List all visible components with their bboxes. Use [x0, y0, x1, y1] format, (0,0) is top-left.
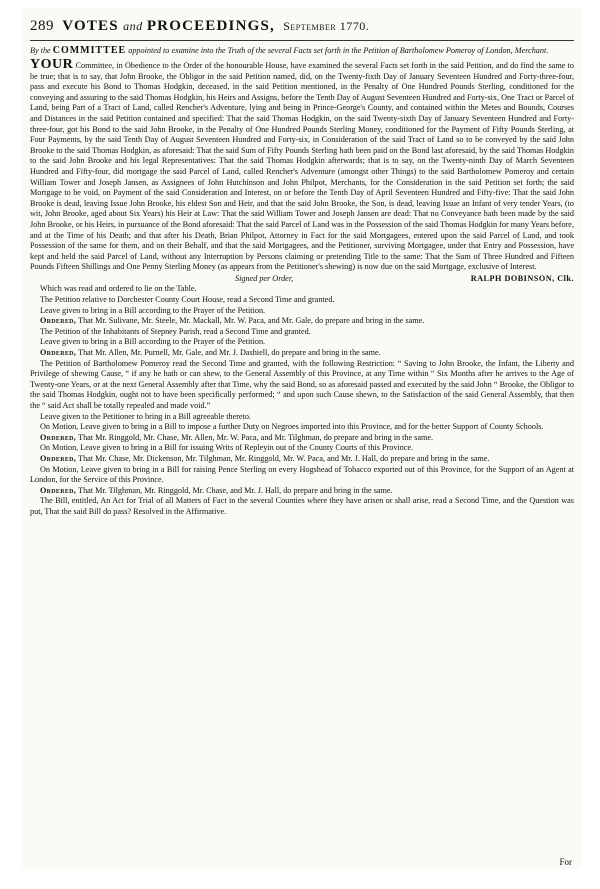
entry — [30, 412, 574, 423]
intro-rest: appointed to examine into the Truth of the several Facts set forth in the Petition of Bartholomew Pomeroy of London, Merchant. — [128, 46, 549, 55]
header-title-proceedings: PROCEEDINGS, — [146, 18, 275, 34]
entry-text: The Petition of Bartholomew Pomeroy read the Second Time and granted, with the following Restriction: “ Saving to John Brooke, the Infant, the Liberty and Privilege of shewing Cause, “ if any he hath or can shew, to the General Assembly of this Province, at any Time within “ Six Months after he arrives to the Age of Twenty-one Years, or at the next General Assembly after that Time, why the said Bond, so as aforesaid passed and executed by the said John “ Brooke, the Obligor to the said Thomas Hodgkin, ought not to have been specifically performed; “ and upon such Cause shewn, to the Satisfaction of the said General Assembly, that then the “ said Act shall be totally repealed and made void.” — [30, 358, 574, 410]
entry-text: Leave given to bring in a Bill according to the Prayer of the Petition. — [40, 337, 266, 347]
entry-text: Which was read and ordered to lie on the Table. — [40, 284, 197, 294]
entry — [30, 316, 574, 327]
entry-text: That Mr. Chase, Mr. Dickenson, Mr. Tilghman, Mr. Ringgold, Mr. W. Paca, and Mr. J. Hall, do prepare and bring in the same. — [78, 453, 490, 463]
entry-ordered: Ordered, — [40, 316, 77, 326]
intro-committee: COMMITTEE — [52, 45, 127, 56]
entry-text: That Mr. Sulivane, Mr. Steele, Mr. Mackall, Mr. W. Paca, and Mr. Gale, do prepare and bring in the same. — [78, 316, 425, 326]
entry-text: Leave given to the Petitioner to bring in a Bill agreeable thereto. — [40, 411, 251, 421]
entry-text: That Mr. Allen, Mr. Purnell, Mr. Gale, and Mr. J. Dashiell, do prepare and bring in the same. — [78, 348, 381, 358]
document-page — [22, 8, 582, 869]
signed-per-order: Signed per Order, — [235, 273, 294, 283]
report-text: Committee, in Obedience to the Order of the honourable House, have examined the several Facts set forth in the said Petition, and do find the same to be true; that is to say, that John Brooke, the Obligor in the said Petition named, did, on the Twenty-fixth Day of January Seventeen Hundred and Forty-three-four, pass and execute his Bond to Thomas Hodgkin, deceased, in the said Petition mentioned, in the Penalty of One Hundred Pounds Sterling, conditioned for the conveying and assuring to the said Thomas Hodgkin, his Heirs and Assigns, before the Tenth Day of August Seventeen Hundred and Forty-six, One Tract or Parcel of Land, being Part of a Tract of Land, called Rencher's Adventure, lying and being in Prince-George's County, and contained within the Metes and Bounds, Courses and Distances in the said Petition contained and specified: That the said Thomas Hodgkin, on the said Twenty-sixth Day of January Seventeen Hundred and Forty-three-four, got his Bond to the said John Brooke, in the Penalty of One Hundred Pounds Sterling Money, conditioned for the Payment of Fifty Pounds Sterling, at Four Payments, by the said Tenth Day of August Seventeen Hundred and Forty-six, in Consideration of the said Tract of Land so to be conveyed by the said John Brooke to the said Thomas Hodgkin, as aforesaid: That the said Sum of Fifty Pounds Sterling hath been paid on the Bond last aforesaid, by the said Thomas Hodgkin to the said John Brooke and his legal Representatives: That the said Thomas Hodgkin afterwards; that is to say, on the Twenty-ninth Day of March Seventeen Hundred and Fifty-four, did mortgage the said Parcel of Land, called Rencher's Adventure (amongst other Things) to the said Bartholomew Pomeroy and certain William Tower and Joseph Jansen, as Assignees of John Hutchinson and John Philpot, Merchants, for the Consideration in the said Petition set forth; the said Mortgage to be void, on Payment of the said Consideration and Interest, on or before the Tenth Day of April Seventeen Hundred and Fifty-five: That the said John Brooke is dead, leaving Issue John Brooke, his eldest Son and Heir, and that the said John Brooke, the Son, is dead, leaving Issue an Infant of very tender Years, (to wit, John Brooke, aged about Six Years) his Heir at Law: That the said William Tower and Joseph Jansen are dead: That no Conveyance hath been made by the said John Brooke, or his Heirs, in pursuance of the Bond aforesaid: That the said Parcel of Land was in the Possession of the said Thomas Hodgkin for many Years before, and at the Time of his Death; and that after his Death, Brian Philpot, Attorney in Fact for the said Mortgagees, entered upon the said Parcel of Land, and took Possession of the same for them, and on their Behalf, and that the said Mortgagees, and the Petitioner, surviving Mortgagee, under that Entry and Possession, have kept and held the said Parcel of Land, without any Interruption by Persons claiming or pretending Title to the same: That the Sum of Three Hundred and Fifteen Pounds Fifteen Shillings and One Penny Sterling Money (as appears from the Petitioner's shewing) is now due on the said Mortgage, exclusive of Interest. — [30, 61, 575, 272]
entry-text: On Motion, Leave given to bring in a Bill to impose a further Duty on Negroes imported into this Province, and for the better Support of County Schools. — [40, 422, 544, 432]
entry — [30, 359, 574, 412]
entry-text: That Mr. Ringgold, Mr. Chase, Mr. Allen, Mr. W. Paca, and Mr. Tilghman, do prepare and bring in the same. — [78, 432, 434, 442]
entry-ordered: Ordered, — [40, 348, 77, 358]
committee-intro — [30, 46, 574, 56]
entry-ordered: Ordered, — [40, 432, 77, 442]
entry — [30, 486, 574, 497]
entry — [30, 295, 574, 306]
entry-text: Leave given to bring in a Bill according to the Prayer of the Petition. — [40, 305, 266, 315]
entry — [30, 306, 574, 317]
catchword: For — [559, 857, 572, 867]
committee-report — [30, 57, 575, 273]
entry — [30, 496, 574, 517]
entry-text: The Petition relative to Dorchester County Court House, read a Second Time and granted. — [40, 295, 335, 305]
entry-text: That Mr. Tilghman, Mr. Ringgold, Mr. Chase, and Mr. J. Hall, do prepare and bring in the same. — [78, 485, 393, 495]
entries-list — [30, 284, 574, 517]
entry-text: The Bill, entitled, An Act for Trial of all Matters of Fact in the several Counties where they have arisen or shall arise, read a Second Time, and the Question was put, That the said Bill do pass? Resolved in the Affirmative. — [30, 496, 574, 516]
entry — [30, 465, 574, 486]
signature-line — [30, 274, 574, 285]
entry — [30, 433, 574, 444]
clerk-name: RALPH DOBINSON, Clk. — [470, 273, 574, 283]
entry-ordered: Ordered, — [40, 485, 77, 495]
entry-text: On Motion, Leave given to bring in a Bill for issuing Writs of Repleyin out of the County Courts of this Province. — [40, 443, 414, 453]
page-number: 289 — [30, 18, 54, 34]
entry — [30, 284, 574, 295]
document-body — [30, 46, 574, 853]
report-dropcap: YOUR — [30, 57, 74, 72]
entry — [30, 454, 574, 465]
entry — [30, 443, 574, 454]
entry-text: The Petition of the Inhabitants of Stepney Parish, read a Second Time and granted. — [40, 326, 311, 336]
entry — [30, 348, 574, 359]
entry — [30, 337, 574, 348]
header-date: September 1770. — [283, 19, 370, 33]
header-title-votes: VOTES — [62, 18, 119, 34]
report-paragraph — [30, 57, 575, 273]
entry-text: On Motion, Leave given to bring in a Bill for raising Pence Sterling on every Hogshead of Tobacco exported out of this Province, for the Support of an Agent at London, for the Service of this Province. — [30, 464, 574, 485]
entry — [30, 422, 574, 433]
intro-lead: By the — [30, 46, 51, 55]
entry-ordered: Ordered, — [40, 453, 77, 463]
entry — [30, 327, 574, 338]
page-header — [30, 18, 574, 41]
header-title-and: and — [123, 19, 143, 33]
